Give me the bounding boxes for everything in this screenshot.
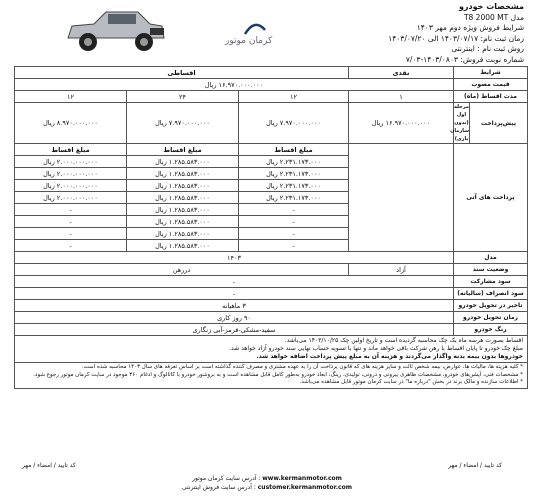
- website-link[interactable]: www.kermanmotor.com: [262, 475, 342, 482]
- row-colors: [15, 324, 528, 336]
- row-delivery-status: [15, 264, 528, 276]
- label-prepay: پیش‌پرداخت: [470, 103, 528, 144]
- colors-value: سفید-مشکی-قرمز-آبی زنگاری: [15, 324, 454, 336]
- delay-value: ۳ ماهیانه: [15, 300, 454, 312]
- note-2: مبلغ چک خودرو تا پایان اقساط با رهن شرکت باقی خواهد ماند و تنها با تسویه حساب نهایی سند خودرو آزاد خواهد شد.: [229, 345, 523, 352]
- spec-registration-method: روش ثبت نام : اینترنتی: [451, 44, 524, 53]
- prepay-12: ۷.۹۷۰.۰۰۰.۰۰۰ ریال: [239, 103, 349, 144]
- inst-cell: -: [239, 240, 349, 252]
- label-participation: سود مشارکت: [454, 276, 528, 288]
- inst-cell: -: [15, 240, 127, 252]
- inst-header-12: مبلغ اقساط: [239, 144, 349, 156]
- inst-cell: ۲.۰۰۰.۰۰۰.۰۰۰ ریال: [15, 180, 127, 192]
- document-status-cash: آزاد: [349, 264, 454, 276]
- inst-cell: ۱.۲۸۵.۵۸۳.۰۰۰ ریال: [127, 156, 239, 168]
- spec-sale-plan: شرایط فروش ویژه دوم مهر ۱۴۰۳: [416, 23, 524, 32]
- base-price-value: ۱۶.۹۷۰.۰۰۰.۰۰۰ ریال: [15, 79, 454, 91]
- inst-cell: ۲.۲۳۱.۱۷۳.۰۰۰ ریال: [239, 180, 349, 192]
- row-months: [15, 91, 528, 103]
- label-delay: تاخیر در تحویل خودرو: [454, 300, 528, 312]
- kerman-motor-logo: [215, 22, 295, 48]
- label-colors: رنگ خودرو: [454, 324, 528, 336]
- cash-header: نقدی: [349, 67, 454, 79]
- prepay-24: ۷.۹۷۰.۰۰۰.۰۰۰ ریال: [127, 103, 239, 144]
- row-installment-header: [15, 144, 528, 156]
- inst-cell: ۲.۲۳۱.۱۷۳.۰۰۰ ریال: [239, 168, 349, 180]
- note-1: اقساط بصورت هرسه ماه یک چک محاسبه گردیده است و تاریخ اولین چک ۱۴۰۳/۱۰/۲۵ می‌باشد.: [284, 337, 523, 344]
- installment-header: اقساطی: [15, 67, 349, 79]
- label-model: مدل: [454, 252, 528, 264]
- delivery-time-value: ۹۰ روز کاری: [15, 312, 454, 324]
- online-sale-link[interactable]: customer.kermanmotor.com: [257, 484, 352, 491]
- spec-registration-time: زمان ثبت نام: ۱۴۰۳/۰۷/۱۷ الی ۱۴۰۳/۰۷/۲۰: [388, 33, 524, 43]
- inst-cell: -: [15, 216, 127, 228]
- inst-header-12b: مبلغ اقساط: [15, 144, 127, 156]
- header-area: [0, 0, 542, 62]
- label-base-price: قیمت مصوب: [454, 79, 528, 91]
- inst-cell: ۲.۲۳۱.۱۷۳.۰۰۰ ریال: [239, 192, 349, 204]
- row-notes: [15, 336, 528, 363]
- spec-title: مشخصات خودرو: [458, 2, 524, 11]
- months-12b: ۱۲: [15, 91, 127, 103]
- late-fee-value: -: [15, 288, 454, 300]
- inst-cell: ۲.۰۰۰.۰۰۰.۰۰۰ ریال: [15, 156, 127, 168]
- spec-circular-number: شماره نوبت فروش: ۱۴۰۳/۰۸۰۳-۷/۰۳: [405, 54, 524, 64]
- footnotes-cell: [15, 363, 528, 389]
- inst-cell: ۲.۰۰۰.۰۰۰.۰۰۰ ریال: [15, 168, 127, 180]
- row-model: [15, 252, 528, 264]
- inst-cell: ۱.۲۸۵.۵۸۳.۰۰۰ ریال: [127, 240, 239, 252]
- label-late-fee: سود انصراف (سالیانه): [454, 288, 528, 300]
- inst-cell: ۱.۲۸۵.۵۸۳.۰۰۰ ریال: [127, 180, 239, 192]
- row-delivery-time: [15, 312, 528, 324]
- row-late-fee: [15, 288, 528, 300]
- footer: [22, 460, 502, 498]
- inst-cell: -: [239, 204, 349, 216]
- months-12: ۱۲: [239, 91, 349, 103]
- inst-cell: ۱.۲۸۵.۵۸۳.۰۰۰ ریال: [127, 204, 239, 216]
- email-label: آدرس سایت فروش اینترنتی: [182, 484, 252, 491]
- sale-terms-table: [14, 66, 528, 389]
- inst-cell: ۲.۰۰۰.۰۰۰.۰۰۰ ریال: [15, 192, 127, 204]
- row-participation: [15, 276, 528, 288]
- footer-signature-right: کد تایید / امضاء / مهر: [448, 462, 502, 469]
- label-delivery-time: زمان تحویل خودرو: [454, 312, 528, 324]
- row-footnotes: [15, 363, 528, 389]
- participation-value: -: [15, 276, 454, 288]
- pickup-truck-image: [60, 4, 170, 56]
- row-base-price: [15, 79, 528, 91]
- label-months: مدت اقساط (ماه): [454, 91, 528, 103]
- notes-cell: [15, 336, 528, 363]
- inst-cell: ۱.۲۸۵.۵۸۳.۰۰۰ ریال: [127, 216, 239, 228]
- document-status-installment: دررهن: [15, 264, 349, 276]
- inst-cell: -: [239, 216, 349, 228]
- months-24: ۲۴: [127, 91, 239, 103]
- months-cash: ۱: [349, 91, 454, 103]
- inst-cell: -: [15, 204, 127, 216]
- row-conditions: [15, 67, 528, 79]
- inst-cell: ۲.۲۳۱.۱۷۳.۰۰۰ ریال: [239, 156, 349, 168]
- footer-contact: آدرس سایت کرمان موتور : www.kermanmotor.com آدرس سایت فروش اینترنتی : customer.kermanmotor.com: [182, 475, 352, 491]
- logo-text: کرمان موتور: [225, 36, 273, 46]
- inst-header-24: مبلغ اقساط: [127, 144, 239, 156]
- footer-signature-left: کد تایید / امضاء / مهر: [22, 462, 76, 469]
- inst-cell: -: [239, 228, 349, 240]
- note-4: * کلیه هزینه ها، مالیات ها، عوارض، بیمه شخص ثالث و سایر هزینه های که قانون پرداخت آن را به عهده مشتری و مصرف کننده گذاشته است بر اساس تعرفه های سال ۱۴۰۳ محاسبه شده است.: [81, 364, 523, 370]
- site-label: آدرس سایت کرمان موتور: [192, 475, 257, 482]
- row-prepay: [15, 103, 528, 144]
- model-value: ۱۴۰۳: [15, 252, 454, 264]
- inst-cell: ۱.۲۸۵.۵۸۳.۰۰۰ ریال: [127, 192, 239, 204]
- installments-cash-empty: [349, 144, 454, 252]
- label-conditions: شرایط: [454, 67, 528, 79]
- note-5: * مشخصات فنی، آپشن‌های خودرو، مشخصات ظاهری بیرونی و درونی، تولیدی، رینگ، ابعاد خودرو به‌طور کامل قابل مشاهده است و به بروشور خودرو با کاتالوگ و ادغام ۳۶۰ موجود در سایت کرمان موتور رجوع شود.: [33, 371, 523, 378]
- note-6: * اطلاعات سازنده و مالک برند در بخش "درباره ما" در سایت کرمان موتور قابل مشاهده می‌باشد.: [299, 379, 523, 385]
- spec-model: مدل T8 2000 MT: [463, 12, 524, 22]
- row-delay: [15, 300, 528, 312]
- inst-cell: ۱.۲۸۵.۵۸۳.۰۰۰ ریال: [127, 168, 239, 180]
- label-prepay-sub: مرحله اول (بدون سازمان یاری): [450, 104, 469, 142]
- label-installments: پرداخت های آتی: [454, 144, 528, 252]
- logo-mark-icon: [243, 22, 267, 36]
- inst-cell: -: [15, 228, 127, 240]
- prepay-cash: ۱۶.۹۷۰.۰۰۰.۰۰۰ ریال: [349, 103, 454, 144]
- inst-cell: ۱.۲۸۵.۵۸۳.۰۰۰ ریال: [127, 228, 239, 240]
- prepay-12b: ۸.۹۷۰.۰۰۰.۰۰۰ ریال: [15, 103, 127, 144]
- spec-block: [324, 2, 524, 65]
- label-document-status: وضعیت سند: [454, 264, 528, 276]
- note-3: خودروها بدون بیمه بدنه واگذار می‌گردند و هزینه آن به مبلغ پیش پرداخت اضافه خواهد شد.: [256, 353, 523, 360]
